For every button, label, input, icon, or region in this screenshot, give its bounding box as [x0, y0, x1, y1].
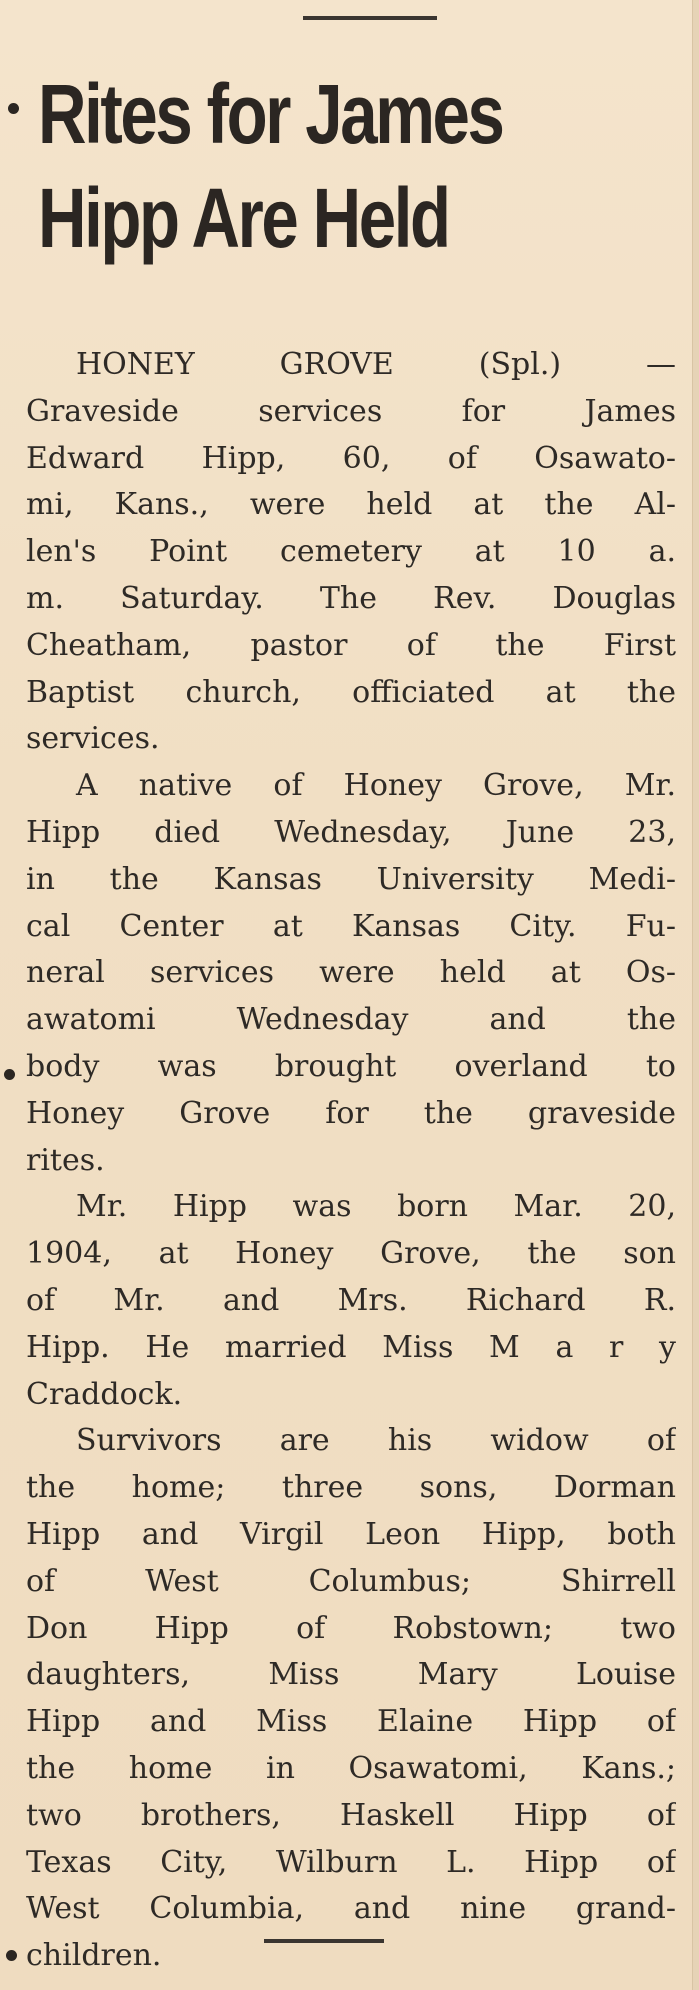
article-body — [26, 342, 676, 1980]
headline-line-1: Rites for James — [38, 67, 503, 161]
article-line: Hipp. He married Miss M a r y — [26, 1329, 676, 1365]
headline — [38, 62, 534, 270]
article-line: Hipp and Virgil Leon Hipp, both — [26, 1516, 676, 1552]
article-line: 1904, at Honey Grove, the son — [26, 1236, 676, 1272]
article-line: Hipp and Miss Elaine Hipp of — [26, 1704, 676, 1740]
article-line: awatomi Wednesday and the — [26, 1002, 676, 1038]
article-line: in the Kansas University Medi- — [26, 861, 676, 897]
article-line: Craddock. — [26, 1376, 183, 1412]
article-line: Don Hipp of Robstown; two — [26, 1610, 676, 1646]
article-line: Edward Hipp, 60, of Osawato- — [26, 440, 676, 476]
article-line: mi, Kans., were held at the Al- — [26, 487, 676, 523]
article-line: daughters, Miss Mary Louise — [26, 1657, 676, 1693]
article-line: West Columbia, and nine grand- — [26, 1891, 676, 1927]
article-line: body was brought overland to — [26, 1048, 676, 1084]
article-line: neral services were held at Os- — [26, 955, 676, 991]
article-line: rites. — [26, 1142, 105, 1178]
article-line: A native of Honey Grove, Mr. — [76, 768, 676, 804]
article-line: the home in Osawatomi, Kans.; — [26, 1750, 676, 1786]
margin-bullet — [4, 1069, 15, 1080]
top-rule — [303, 16, 437, 20]
headline-bullet — [8, 103, 19, 114]
article-line: len's Point cemetery at 10 a. — [26, 534, 676, 570]
article-line: Survivors are his widow of — [76, 1423, 676, 1459]
margin-bullet — [6, 1950, 17, 1961]
article-line: Texas City, Wilburn L. Hipp of — [26, 1844, 676, 1880]
article-line: m. Saturday. The Rev. Douglas — [26, 580, 676, 616]
headline-line-2: Hipp Are Held — [38, 171, 449, 265]
article-line: Baptist church, officiated at the — [26, 674, 676, 710]
article-line: two brothers, Haskell Hipp of — [26, 1797, 676, 1833]
article-line: cal Center at Kansas City. Fu- — [26, 908, 676, 944]
article-line: HONEY GROVE (Spl.) — — [76, 347, 676, 382]
article-line: Cheatham, pastor of the First — [26, 627, 676, 663]
clipping-edge — [692, 0, 699, 1990]
bottom-rule — [264, 1939, 384, 1943]
article-line: children. — [26, 1938, 162, 1974]
article-line: Honey Grove for the graveside — [26, 1095, 676, 1131]
article-line: services. — [26, 721, 160, 757]
article-line: Mr. Hipp was born Mar. 20, — [76, 1189, 676, 1225]
article-line: of Mr. and Mrs. Richard R. — [26, 1282, 676, 1318]
article-line: Graveside services for James — [26, 393, 676, 429]
article-line: Hipp died Wednesday, June 23, — [26, 814, 676, 850]
article-line: the home; three sons, Dorman — [26, 1470, 676, 1506]
article-line: of West Columbus; Shirrell — [26, 1563, 676, 1599]
